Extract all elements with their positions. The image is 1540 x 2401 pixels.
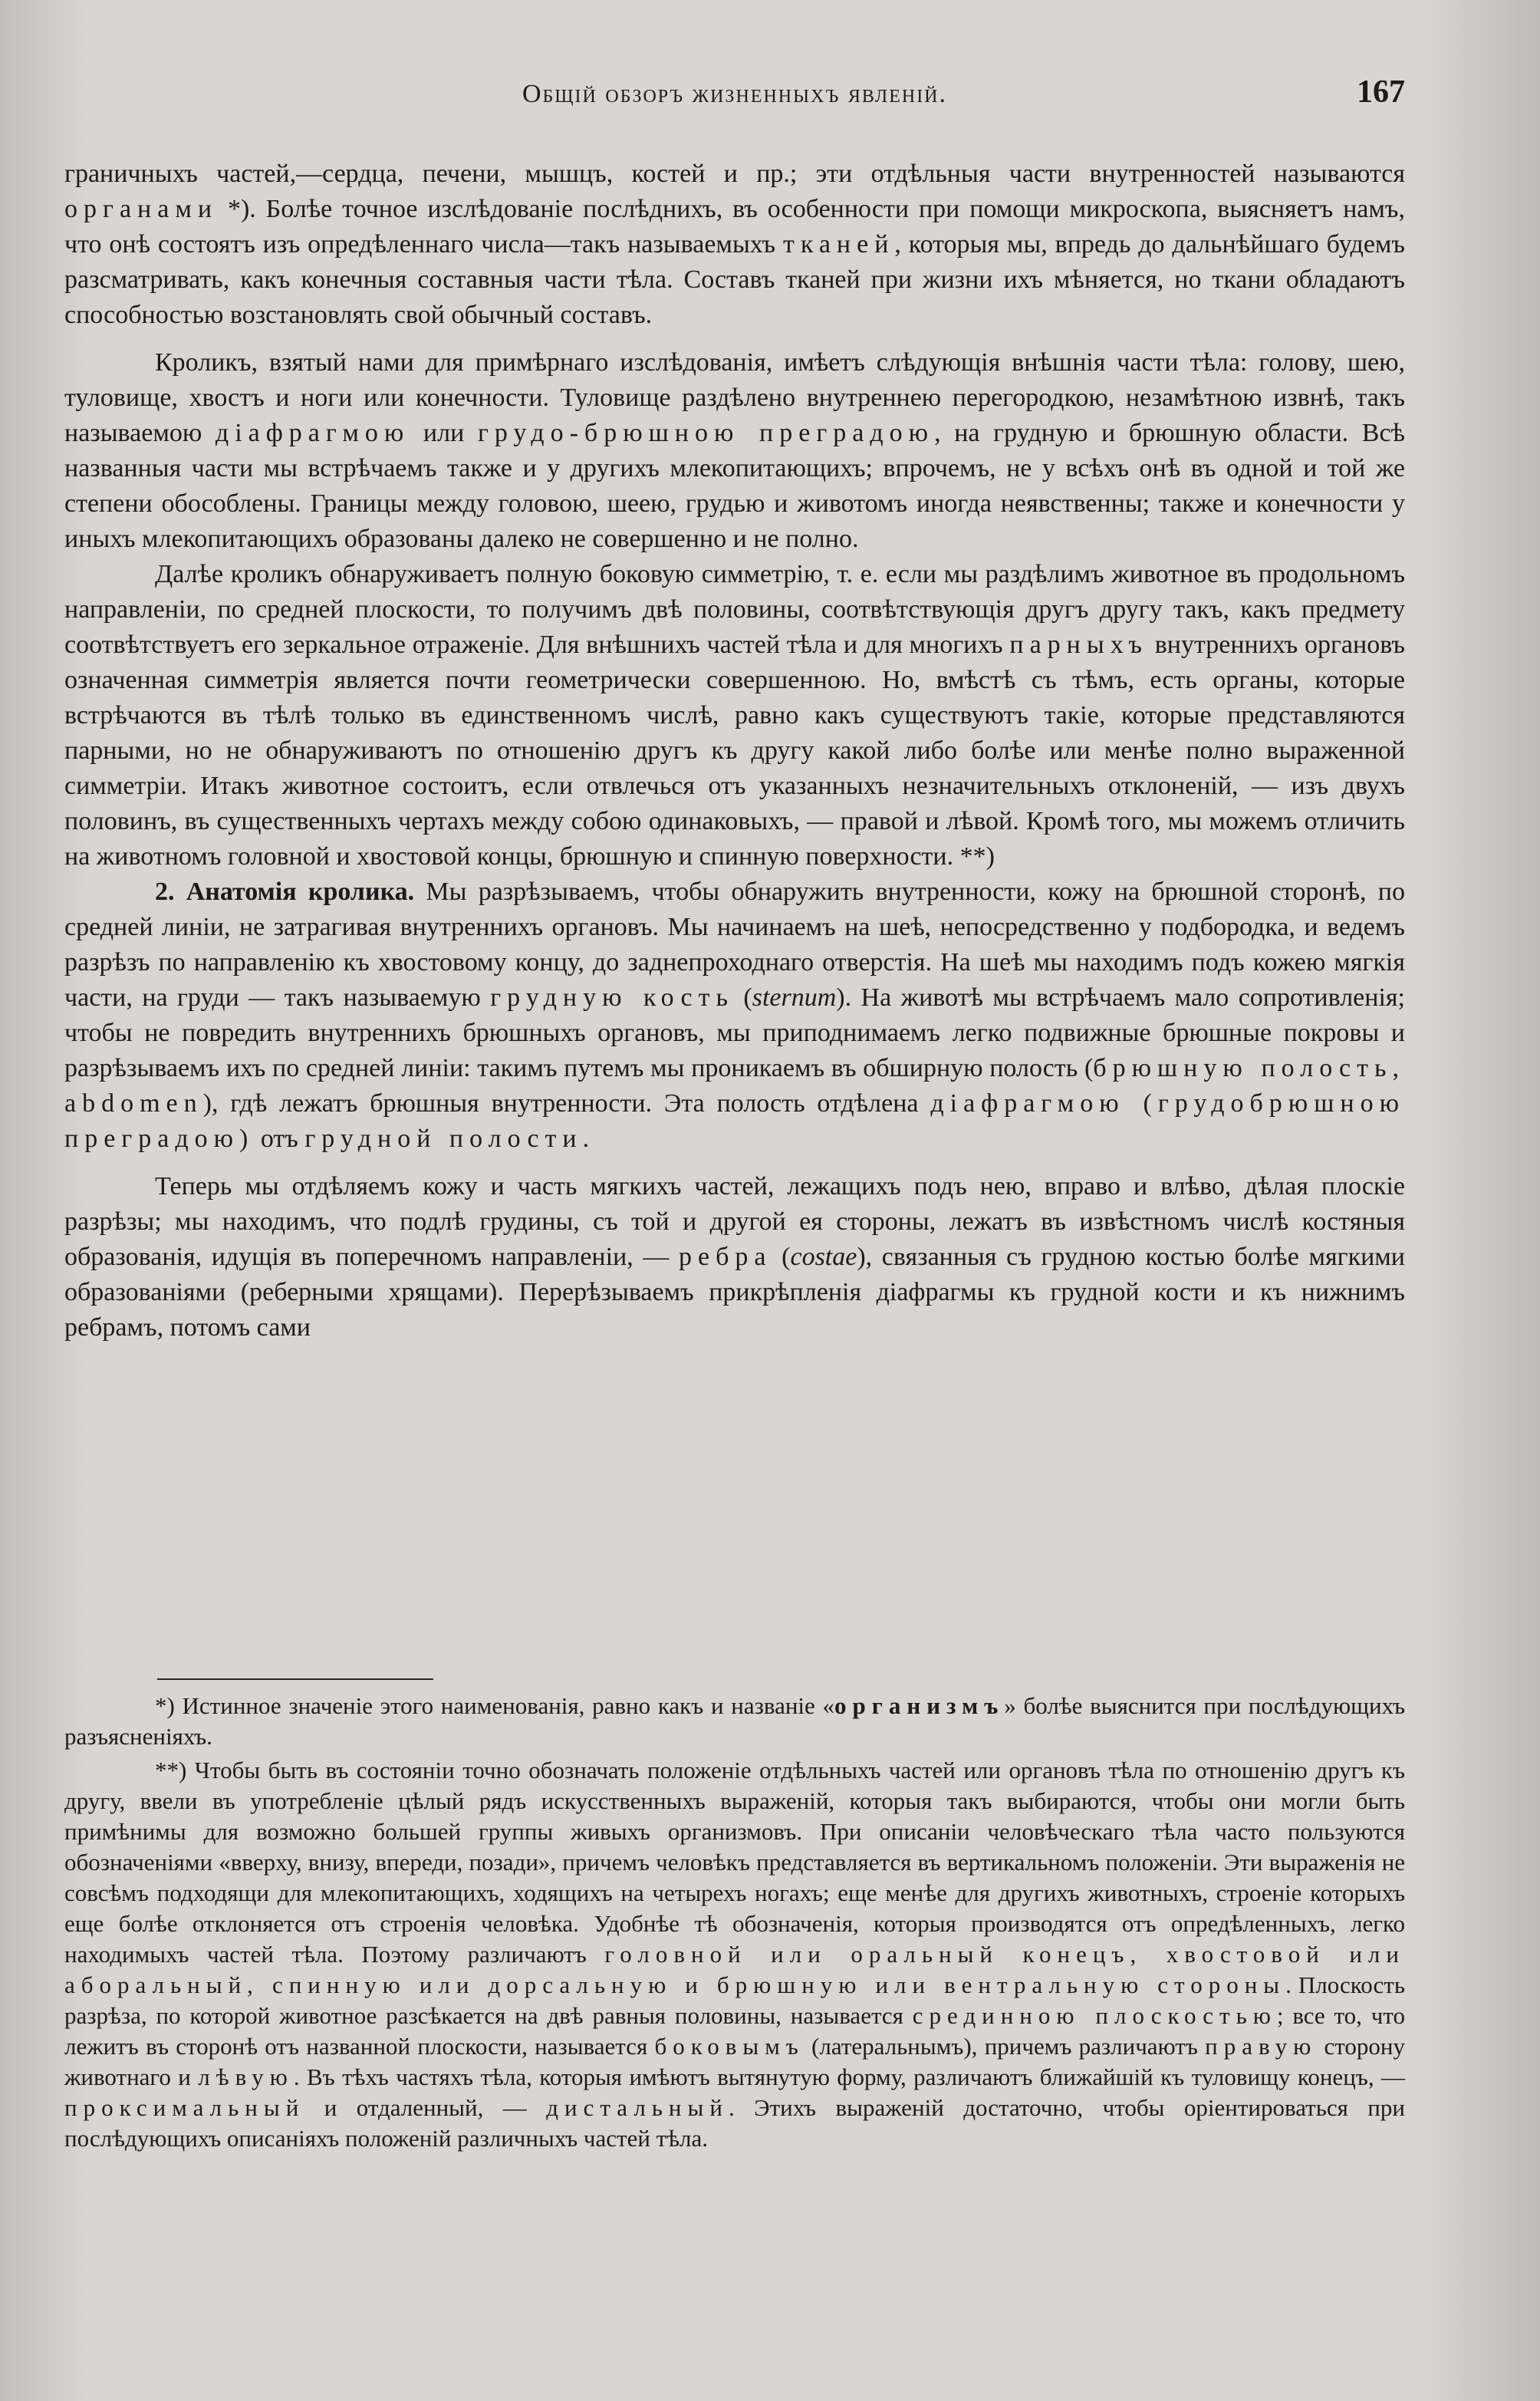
term-tissues: тканей [782, 230, 895, 259]
term-proximal: проксимальный [64, 2094, 305, 2121]
text-run: Теперь мы отдѣляемъ кожу и часть мягкихъ частей, лежащихъ подъ нею, вправо и влѣво, дѣлая плоскіе разрѣзы; мы находимъ, что подлѣ грудины, съ той и другой ея стороны, лежатъ въ извѣстномъ числѣ костяныя образованія, идущія въ поперечномъ направленіи, — [64, 1172, 1405, 1271]
page-header [64, 71, 1405, 117]
text-run: и отдаленный, — [304, 2094, 547, 2121]
footnote-divider [157, 1678, 433, 1680]
term-paired: парныхъ [1009, 631, 1148, 659]
text-run: ), гдѣ лежатъ брюшныя внутренности. Эта полость отдѣлена [202, 1089, 931, 1118]
text-run: *). Болѣе точное изслѣдованіе послѣднихъ, въ особенности при помощи микроскопа, выясняетъ намъ, что онѣ состоятъ изъ опредѣленнаго числа—такъ называемыхъ [64, 195, 1405, 259]
term-lateral: боковымъ [654, 2033, 805, 2060]
text-run: » болѣе выяснится при послѣдующихъ разъясненіяхъ. [64, 1692, 1405, 1750]
text-run: , которыя мы, впредь до дальнѣйшаго будемъ разсматривать, какъ конечныя составныя части тѣла. Составъ тканей при жизни ихъ мѣняется, но ткани обладаютъ способностью возстановлять свой обычный составъ. [64, 230, 1406, 329]
text-run: ( [772, 1243, 791, 1271]
term-sternum-latin: sternum [752, 983, 837, 1012]
footnotes [64, 1691, 1405, 2281]
term-organs: органами [64, 195, 219, 223]
text-run: ). На животѣ мы встрѣчаемъ мало сопротивленія; чтобы не повредить внутреннихъ брюшныхъ органовъ, мы приподнимаемъ легко подвижные брюшные покровы и разрѣзываемъ ихъ по средней линіи: такимъ путемъ мы проникаемъ въ обширную полость ( [64, 983, 1405, 1082]
text-run: , на грудную и брюшную области. Всѣ названныя части мы встрѣчаемъ также и у другихъ млекопитающихъ; впрочемъ, не у всѣхъ онѣ въ одной и той же степени обособлены. Границы между головою, шеею, грудью и животомъ иногда неявственны; также и конечности у иныхъ млекопитающихъ образованы далеко не совершенно и не полно. [64, 419, 1406, 553]
term-abdominal-cavity: брюшную полость, abdomen [64, 1054, 1405, 1118]
text-run: ( [733, 983, 752, 1012]
text-run: . [582, 1125, 590, 1153]
text-run: сторону животнаго и [64, 2033, 1405, 2090]
term-thoraco-abdominal-septum: грудо-брюшною преградою [477, 419, 935, 447]
paragraph-3 [64, 557, 1405, 874]
term-diaphragm-2: діафрагмою (грудобрюшною преградою) [64, 1089, 1405, 1153]
text-run: граничныхъ частей,—сердца, печени, мышцъ, костей и пр.; эти отдѣльныя части внутренностей называются [64, 160, 1405, 188]
term-left: лѣвую [198, 2063, 294, 2090]
footnote-2 [64, 1755, 1405, 2154]
paragraph-2 [64, 345, 1405, 557]
term-ribs-latin: costae [790, 1243, 857, 1271]
term-ribs: ребра [679, 1243, 772, 1271]
text-run: *) Истинное значеніе этого наименованія, равно какъ и названіе « [155, 1692, 835, 1719]
text-run: ), связанныя съ грудною костью болѣе мягкими образованіями (реберными хрящами). Перерѣзываемъ прикрѣпленія діафрагмы къ грудной кости и къ нижнимъ ребрамъ, потомъ сами [64, 1243, 1405, 1342]
text-run: . Въ тѣхъ частяхъ тѣла, которыя имѣютъ вытянутую форму, различаютъ ближайшій къ туловищу конецъ, — [293, 2063, 1405, 2090]
text-run: или [410, 419, 478, 447]
term-sternum: грудную кость [490, 983, 734, 1012]
text-run: внутреннихъ органовъ означенная симметрія является почти геометрически совершенною. Но, вмѣстѣ съ тѣмъ, есть органы, которые встрѣчаются въ тѣлѣ только въ единственномъ числѣ, равно какъ существуютъ такіе, которые представляются парными, но не обнаруживаютъ по отношенію другъ къ другу какой либо болѣе или менѣе полно выраженной симметріи. Итакъ животное состоитъ, если отвлечься отъ указанныхъ незначительныхъ отклоненій, — изъ двухъ половинъ, въ существенныхъ чертахъ между собою одинаковыхъ, — правой и лѣвой. Кромѣ того, мы можемъ отличить на животномъ головной и хвостовой концы, брюшную и спинную поверхности. **) [64, 631, 1405, 871]
running-head: Общій обзоръ жизненныхъ явленій. [522, 80, 948, 108]
text-run: (латеральнымъ), причемъ различаютъ [804, 2033, 1206, 2060]
term-diaphragm: діафрагмою [215, 419, 410, 447]
paragraph-4 [64, 874, 1405, 1157]
paragraph-1 [64, 156, 1405, 333]
term-ends-and-sides: головной или оральный конецъ, хвостовой или аборальный, спинную или дорсальную и брюшную или вентральную стороны [64, 1941, 1405, 1998]
term-median-plane: срединною плоскостью [912, 2002, 1277, 2029]
paragraph-5 [64, 1169, 1405, 1345]
footnote-1 [64, 1691, 1405, 1752]
page-number: 167 [1357, 74, 1405, 110]
text-run: **) Чтобы быть въ состояніи точно обозначать положеніе отдѣльныхъ частей или органовъ тѣла по отношенію другъ къ другу, ввели въ употребленіе цѣлый рядъ искусственныхъ выраженій, которыя такъ выбираются, чтобы они могли быть примѣнимы для возможно большей группы живыхъ организмовъ. При описаніи человѣческаго тѣла часто пользуются обозначеніями «вверху, внизу, впереди, позади», причемъ человѣкъ представляется въ вертикальномъ положеніи. Эти выраженія не совсѣмъ подходящи для млекопитающихъ, ходящихъ на четырехъ ногахъ; еще менѣе для другихъ животныхъ, строеніе которыхъ еще болѣе отклоняется отъ строенія человѣка. Удобнѣе тѣ обозначенія, которыя производятся отъ опредѣленныхъ, легко находимыхъ частей тѣла. Поэтому различаютъ [64, 1757, 1405, 1968]
term-distal: дистальный [546, 2094, 729, 2121]
text-run: ; все то, что лежитъ въ сторонѣ отъ названной плоскости, называется [64, 2002, 1406, 2060]
main-text [64, 156, 1405, 1660]
text-run: Мы разрѣзываемъ, чтобы обнаружить внутренности, кожу на брюшной сторонѣ, по средней линіи, не затрагивая внутреннихъ органовъ. Мы начинаемъ на шеѣ, непосредственно у подбородка, и ведемъ разрѣзъ по направленію къ хвостовому концу, до заднепроходнаго отверстія. На шеѣ мы находимъ подъ кожею мягкія части, на груди — такъ называемую [64, 878, 1405, 1012]
section-heading: 2. Анатомія кролика. [155, 878, 415, 906]
term-organism: организмъ [834, 1692, 1005, 1719]
term-right: правую [1205, 2033, 1318, 2060]
text-run: отъ [254, 1125, 305, 1153]
text-run: . Плоскость разрѣза, по которой животное разсѣкается на двѣ равныя половины, называется [64, 1971, 1405, 2029]
term-thoracic-cavity: грудной полости [304, 1125, 583, 1153]
text-run: Далѣе кроликъ обнаруживаетъ полную боковую симметрію, т. е. если мы раздѣлимъ животное въ продольномъ направленіи, по средней плоскости, то получимъ двѣ половины, соотвѣтствующія другъ другу такъ, какъ предмету соотвѣтствуетъ его зеркальное отраженіе. Для внѣшнихъ частей тѣла и для многихъ [64, 560, 1405, 659]
text-run: Кроликъ, взятый нами для примѣрнаго изслѣдованія, имѣетъ слѣдующія внѣшнія части тѣла: голову, шею, туловище, хвостъ и ноги или конечности. Туловище раздѣлено внутреннею перегородкою, незамѣтною извнѣ, такъ называемою [64, 348, 1405, 447]
text-run: . Этихъ выраженій достаточно, чтобы оріентироваться при послѣдующихъ описаніяхъ положеній различныхъ частей тѣла. [64, 2094, 1405, 2152]
